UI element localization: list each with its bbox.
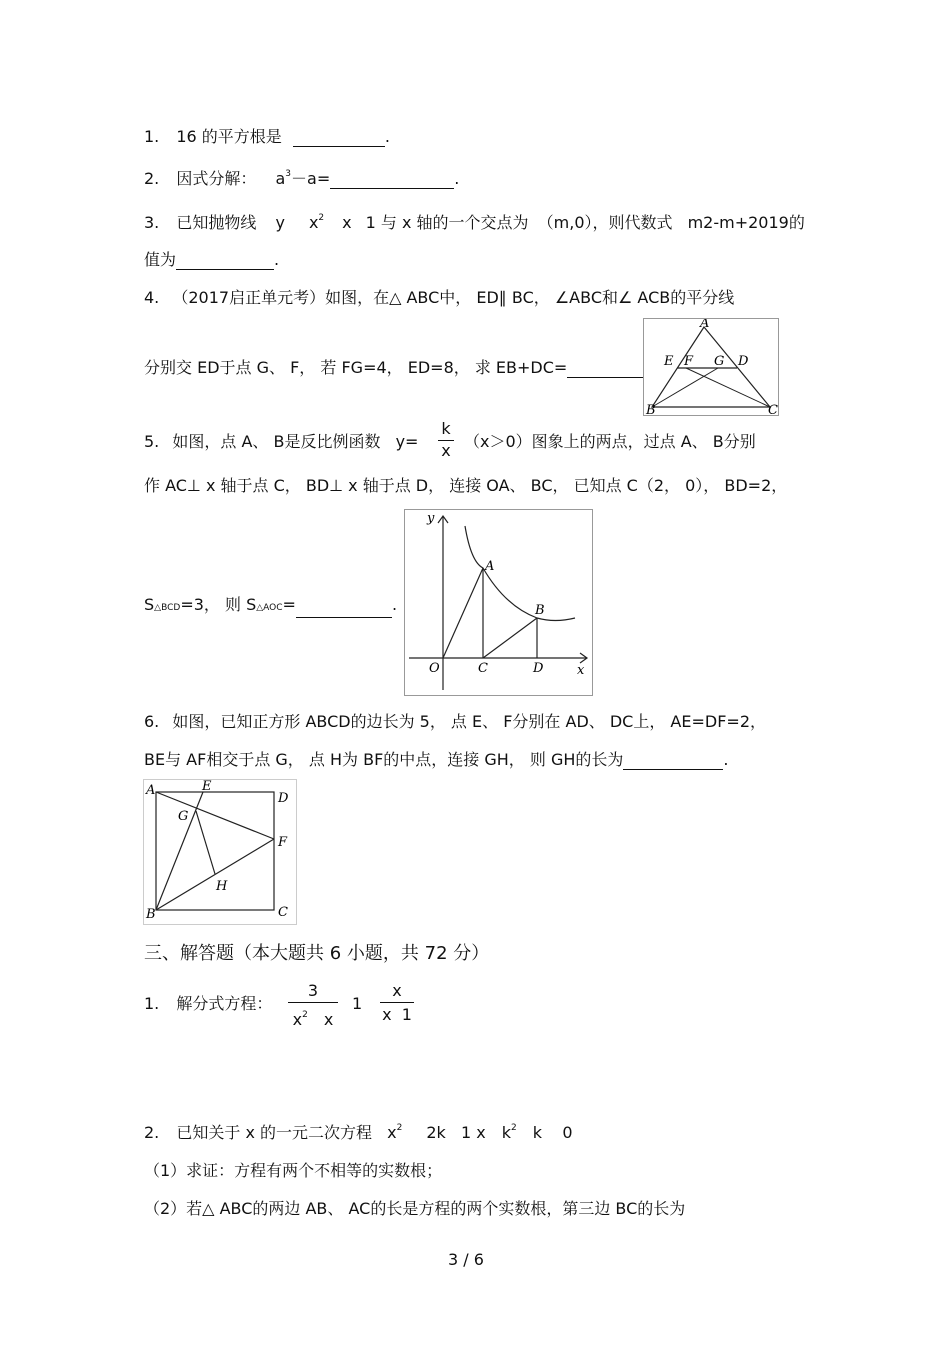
s1-denominator-1: $x^2$ x	[292, 1010, 334, 1029]
q4-text: （2017启正单元考）如图，在△ ABC中， ED∥ BC， ∠ABC和∠ ACB的平分线	[172, 288, 735, 307]
q5-graph-svg	[405, 510, 592, 695]
q4-answer-blank[interactable]	[567, 361, 643, 378]
label-y: y	[427, 511, 435, 526]
bisector-bg	[652, 368, 718, 407]
segment-gh	[196, 811, 215, 874]
label-a: A	[700, 319, 710, 331]
bisector-cf	[686, 368, 770, 407]
label-c: C	[768, 403, 778, 415]
q5-graph-figure	[404, 509, 593, 696]
q3-point: （m,0），则代数式	[537, 213, 673, 232]
s1-numerator-1: 3	[307, 981, 319, 1000]
q3-number: 3.	[144, 213, 160, 232]
section-3-title	[144, 943, 489, 965]
segment-bf	[156, 839, 274, 910]
q1-answer-blank[interactable]	[293, 130, 385, 147]
q5-text: 如图，点 A、 B是反比例函数	[172, 432, 381, 451]
q2-expression: $a^3-a=$	[275, 169, 331, 188]
q4-number: 4.	[144, 288, 160, 307]
label-a: A	[485, 559, 495, 574]
q3-line-2	[144, 250, 279, 270]
q3-equation: y $x^2$ x 1	[275, 213, 376, 232]
page-number-text: 3 / 6	[448, 1250, 484, 1269]
q3-expression: m2-m+2019的	[687, 213, 805, 232]
label-b: B	[646, 403, 656, 415]
q5-line-1b	[464, 432, 756, 452]
q5-text-1b: （x＞0）图象上的两点，过点 A、 B分别	[464, 432, 756, 451]
q6-period: .	[723, 750, 729, 769]
q4-line-1	[144, 288, 734, 308]
label-e: E	[202, 780, 212, 794]
q1-line	[144, 127, 390, 147]
q2-number: 2.	[144, 169, 160, 188]
q5-line-2	[144, 476, 787, 496]
q1-number: 1.	[144, 127, 160, 146]
q4-text-2: 分别交 ED于点 G、 F， 若 FG=4， ED=8， 求 EB+DC=	[144, 358, 568, 377]
q5-area-s1-val: =3， 则 S	[180, 595, 257, 614]
s2-line	[144, 1118, 573, 1143]
q5-line-3	[144, 595, 397, 618]
q4-triangle-svg	[644, 319, 778, 415]
s2-equation: $x^2$ 2k 1 x $k^2$ k 0	[387, 1123, 573, 1142]
q2-line	[144, 164, 459, 189]
square-abcd	[156, 792, 274, 910]
label-x: x	[577, 663, 585, 678]
q5-numerator: k	[441, 419, 451, 438]
segment-bc	[483, 618, 537, 658]
q3-period: .	[274, 250, 280, 269]
q5-answer-blank[interactable]	[296, 601, 392, 618]
q4-line-2	[144, 358, 648, 378]
label-c: C	[478, 661, 488, 676]
q2-text: 因式分解：	[176, 169, 257, 188]
q6-line-2	[144, 750, 729, 770]
q5-area-s2-sub: △AOC	[256, 603, 283, 613]
q6-text: 如图，已知正方形 ABCD的边长为 5， 点 E、 F分别在 AD、 DC上， AE=DF=2，	[172, 712, 767, 731]
q3-text: 已知抛物线	[176, 213, 257, 232]
label-o: O	[429, 661, 440, 676]
q2-answer-blank[interactable]	[330, 172, 454, 189]
q5-period: .	[391, 595, 398, 614]
s1-numerator-2: x	[392, 981, 402, 1000]
label-a: A	[146, 783, 156, 798]
q5-area-s1: S	[144, 595, 155, 614]
q5-denominator: x	[441, 441, 451, 460]
q6-text-2: BE与 AF相交于点 G， 点 H为 BF的中点，连接 GH， 则 GH的长为	[144, 750, 624, 769]
segment-af	[156, 792, 274, 839]
s2-part-2-text: （2）若△ ABC的两边 AB、 AC的长是方程的两个实数根，第三边 BC的长为	[144, 1199, 686, 1218]
s2-part-1	[144, 1161, 442, 1181]
q5-area-s2-val: =	[282, 595, 296, 614]
hyperbola-curve	[465, 526, 575, 621]
label-g: G	[714, 354, 725, 369]
q5-number: 5.	[144, 432, 160, 451]
label-c: C	[278, 905, 288, 920]
q6-square-svg	[144, 780, 296, 924]
label-g: G	[178, 809, 189, 824]
q4-triangle-figure	[643, 318, 779, 416]
s2-number: 2.	[144, 1123, 160, 1142]
q3-line-1	[144, 208, 805, 233]
q6-number: 6.	[144, 712, 160, 731]
label-d: D	[278, 791, 289, 806]
q6-square-figure	[143, 779, 297, 925]
label-f: F	[684, 354, 694, 369]
q5-area-s1-sub: △BCD	[154, 603, 181, 613]
label-b: B	[146, 907, 156, 922]
s1-fraction-2	[380, 982, 414, 1024]
q6-answer-blank[interactable]	[623, 753, 723, 770]
s1-one	[352, 994, 362, 1014]
s1-text: 解分式方程：	[176, 994, 273, 1013]
q1-text: 16 的平方根是	[176, 127, 282, 146]
q5-y-equals: y=	[395, 432, 419, 451]
s1-constant: 1	[352, 994, 363, 1013]
s1-number: 1.	[144, 994, 160, 1013]
label-d: D	[738, 354, 749, 369]
q5-line-1	[144, 432, 418, 452]
q1-period: .	[384, 127, 390, 146]
s2-part-1-text: （1）求证：方程有两个不相等的实数根；	[144, 1161, 443, 1180]
q3-text-2: 与 x 轴的一个交点为	[380, 213, 529, 232]
s1-fraction-1	[288, 982, 338, 1029]
q3-value-label: 值为	[144, 250, 177, 269]
label-f: F	[278, 835, 288, 850]
q5-fraction	[438, 420, 454, 460]
label-b: B	[535, 603, 545, 618]
s1-denominator-2: x 1	[382, 1005, 412, 1024]
page-number	[448, 1250, 484, 1270]
s1-line	[144, 994, 272, 1014]
q5-text-2: 作 AC⊥ x 轴于点 C， BD⊥ x 轴于点 D， 连接 OA、 BC， 已知点 C（2， 0）， BD=2，	[144, 476, 788, 495]
s2-text: 已知关于 x 的一元二次方程	[176, 1123, 373, 1142]
label-e: E	[664, 354, 674, 369]
label-h: H	[216, 879, 228, 894]
q6-line-1	[144, 712, 766, 732]
segment-oa	[443, 568, 483, 658]
section-3-heading: 三、解答题（本大题共 6 小题，共 72 分）	[144, 943, 490, 964]
s2-part-2	[144, 1199, 685, 1219]
q2-period: .	[454, 169, 460, 188]
q3-answer-blank[interactable]	[176, 253, 274, 270]
label-d: D	[533, 661, 544, 676]
